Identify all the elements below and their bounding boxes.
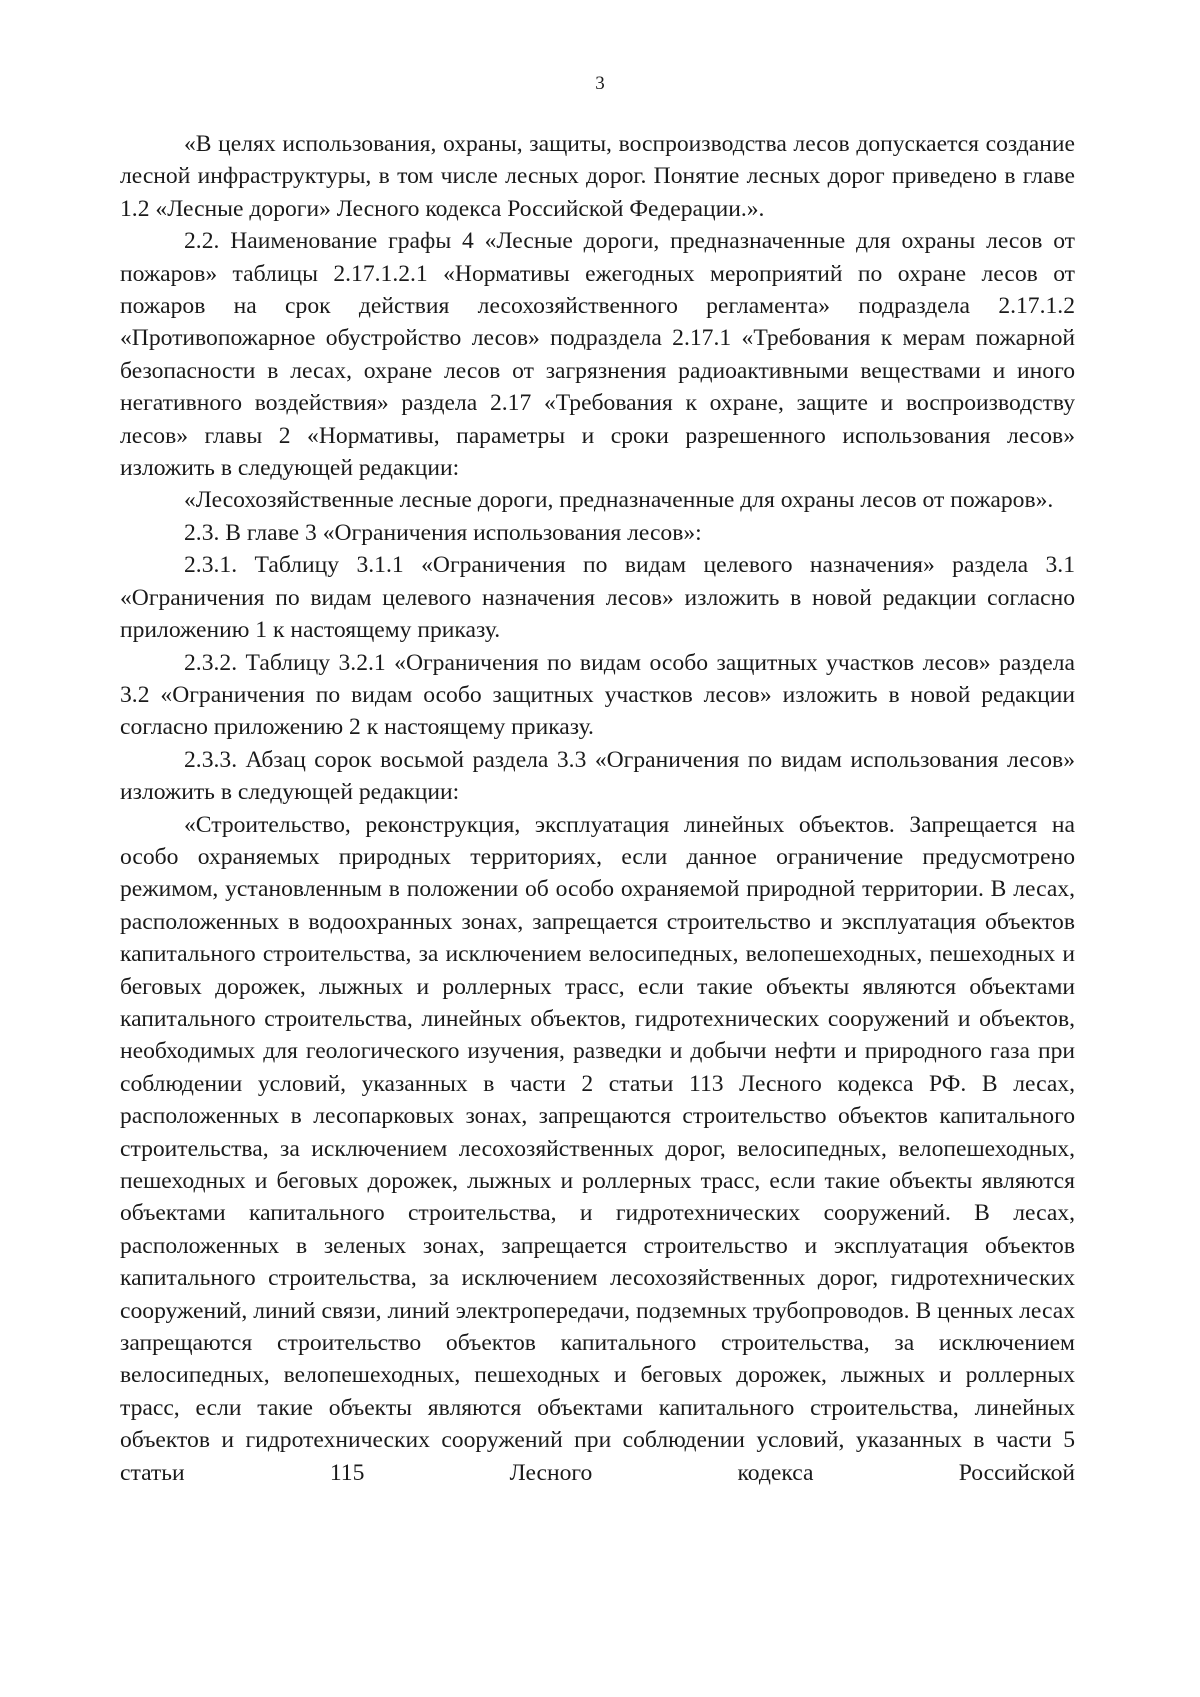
paragraph-2-3-3: 2.3.3. Абзац сорок восьмой раздела 3.3 «Ограничения по видам использования лесов» изложить в следующей редакции: bbox=[120, 746, 1075, 806]
document-body bbox=[120, 128, 1075, 1489]
page-number: 3 bbox=[595, 73, 605, 94]
paragraph-road-column-name: «Лесохозяйственные лесные дороги, предназначенные для охраны лесов от пожаров». bbox=[184, 487, 1054, 514]
paragraph-road-infrastructure: «В целях использования, охраны, защиты, воспроизводства лесов допускается создание лесной инфраструктуры, в том числе лесных дорог. Понятие лесных дорог приведено в главе 1.2 «Лесные дороги» Лесного кодекса Российской Федерации.». bbox=[120, 131, 1075, 222]
paragraph-2-2: 2.2. Наименование графы 4 «Лесные дороги, предназначенные для охраны лесов от пожаров» таблицы 2.17.1.2.1 «Нормативы ежегодных мероприятий по охране лесов от пожаров на срок действия лесохозяйственного регламента» подраздела 2.17.1.2 «Противопожарное обустройство лесов» подраздела 2.17.1 «Требования к мерам пожарной безопасности в лесах, охране лесов от загрязнения радиоактивными веществами и иного негативного воздействия» раздела 2.17 «Требования к охране, защите и воспроизводству лесов» главы 2 «Нормативы, параметры и сроки разрешенного использования лесов» изложить в следующей редакции: bbox=[120, 228, 1075, 482]
paragraph-linear-objects: «Строительство, реконструкция, эксплуатация линейных объектов. Запрещается на особо охраняемых природных территориях, если данное ограничение предусмотрено режимом, установленным в положении об особо охраняемой природной территории. В лесах, расположенных в водоохранных зонах, запрещается строительство и эксплуатация объектов капитального строительства, за исключением велосипедных, велопешеходных, пешеходных и беговых дорожек, лыжных и роллерных трасс, если такие объекты являются объектами капитального строительства, линейных объектов, гидротехнических сооружений и объектов, необходимых для геологического изучения, разведки и добычи нефти и природного газа при соблюдении условий, указанных в части 2 статьи 113 Лесного кодекса РФ. В лесах, расположенных в лесопарковых зонах, запрещаются строительство объектов капитального строительства, за исключением лесохозяйственных дорог, велосипедных, велопешеходных, пешеходных и беговых дорожек, лыжных и роллерных трасс, если такие объекты являются объектами капитального строительства, и гидротехнических сооружений. В лесах, расположенных в зеленых зонах, запрещается строительство и эксплуатация объектов капитального строительства, за исключением лесохозяйственных дорог, гидротехнических сооружений, линий связи, линий электропередачи, подземных трубопроводов. В ценных лесах запрещаются строительство объектов капитального строительства, за исключением велосипедных, велопешеходных, пешеходных и беговых дорожек, лыжных и роллерных трасс, если такие объекты являются объектами капитального строительства, линейных объектов и гидротехнических сооружений при соблюдении условий, указанных в части 5 статьи 115 Лесного кодекса Российской bbox=[120, 811, 1075, 1486]
paragraph-2-3-2: 2.3.2. Таблицу 3.2.1 «Ограничения по видам особо защитных участков лесов» раздела 3.2 «Ограничения по видам особо защитных участков лесов» изложить в новой редакции согласно приложению 2 к настоящему приказу. bbox=[120, 649, 1075, 741]
paragraph-2-3: 2.3. В главе 3 «Ограничения использования лесов»: bbox=[184, 519, 702, 546]
paragraph-2-3-1: 2.3.1. Таблицу 3.1.1 «Ограничения по видам целевого назначения» раздела 3.1 «Ограничения по видам целевого назначения лесов» изложить в новой редакции согласно приложению 1 к настоящему приказу. bbox=[120, 552, 1075, 644]
